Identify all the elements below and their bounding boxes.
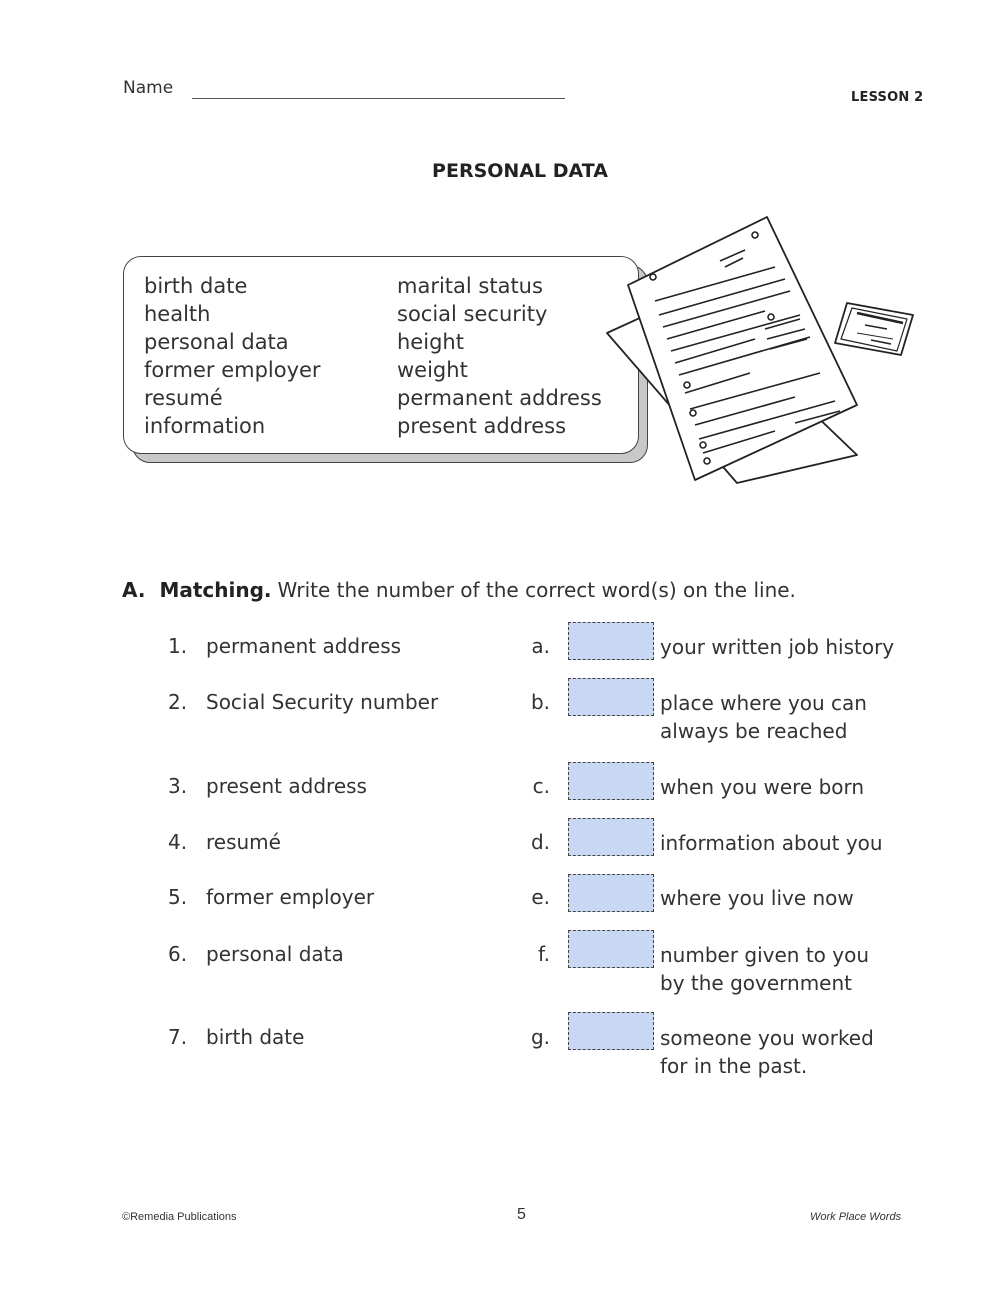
answer-box[interactable] <box>568 874 654 912</box>
name-input-line[interactable] <box>192 98 565 99</box>
term-text: Social Security number <box>206 690 439 714</box>
definition-line: information about you <box>660 831 883 855</box>
term-item <box>168 830 281 854</box>
term-text: permanent address <box>206 634 402 658</box>
definition-line: number given to you <box>660 943 870 967</box>
word-item: present address <box>397 414 567 438</box>
term-text: personal data <box>206 942 344 966</box>
word-item: social security <box>397 302 548 326</box>
word-item: resumé <box>144 386 223 410</box>
word-item: information <box>144 414 266 438</box>
term-item <box>168 942 344 966</box>
name-label: Name <box>123 78 174 98</box>
definition-letter: g. <box>530 1025 550 1049</box>
word-list-column-2 <box>397 272 602 440</box>
lesson-number: LESSON 2 <box>851 90 924 105</box>
term-number: 6. <box>168 942 188 966</box>
definition-letter: b. <box>530 690 550 714</box>
section-a-instruction <box>122 578 796 602</box>
word-item: height <box>397 330 464 354</box>
definition-line: where you live now <box>660 886 854 910</box>
term-text: former employer <box>206 885 375 909</box>
section-letter: A. <box>122 578 146 602</box>
answer-box[interactable] <box>568 762 654 800</box>
answer-box[interactable] <box>568 818 654 856</box>
social-security-card-icon <box>835 303 913 355</box>
term-number: 5. <box>168 885 188 909</box>
definition-text <box>660 773 864 801</box>
definition-text <box>660 829 883 857</box>
forms-illustration <box>595 205 925 495</box>
definition-text <box>660 689 867 745</box>
definition-text <box>660 1024 874 1080</box>
answer-box[interactable] <box>568 678 654 716</box>
answer-box[interactable] <box>568 1012 654 1050</box>
answer-box[interactable] <box>568 930 654 968</box>
definition-line: your written job history <box>660 635 895 659</box>
definition-text <box>660 884 854 912</box>
section-heading: Matching. <box>159 578 272 602</box>
word-item: weight <box>397 358 468 382</box>
term-number: 1. <box>168 634 188 658</box>
definition-line: for in the past. <box>660 1054 808 1078</box>
instruction-text: Write the number of the correct word(s) on the line. <box>277 578 796 602</box>
term-number: 3. <box>168 774 188 798</box>
footer-publisher: ©Remedia Publications <box>122 1211 237 1223</box>
answer-box[interactable] <box>568 622 654 660</box>
definition-letter: a. <box>531 634 550 658</box>
term-number: 7. <box>168 1025 188 1049</box>
definition-letter: c. <box>532 774 550 798</box>
term-text: present address <box>206 774 367 798</box>
term-number: 4. <box>168 830 188 854</box>
definition-letter: f. <box>538 942 550 966</box>
term-item <box>168 774 367 798</box>
word-item: birth date <box>144 274 248 298</box>
word-item: personal data <box>144 330 289 354</box>
term-item <box>168 1025 304 1049</box>
definition-line: when you were born <box>660 775 865 799</box>
word-item: health <box>144 302 211 326</box>
page-title: PERSONAL DATA <box>432 160 608 182</box>
footer-book-title: Work Place Words <box>810 1211 902 1223</box>
word-item: marital status <box>397 274 543 298</box>
term-text: resumé <box>206 830 281 854</box>
definition-line: someone you worked <box>660 1026 874 1050</box>
word-item: permanent address <box>397 386 602 410</box>
definition-line: by the government <box>660 971 852 995</box>
definition-text <box>660 941 869 997</box>
term-item <box>168 885 374 909</box>
term-item <box>168 690 438 714</box>
definition-letter: d. <box>530 830 550 854</box>
word-item: former employer <box>144 358 321 382</box>
term-number: 2. <box>168 690 188 714</box>
definition-letter: e. <box>531 885 550 909</box>
term-item <box>168 634 401 658</box>
definition-line: place where you can <box>660 691 867 715</box>
page-number: 5 <box>517 1206 526 1223</box>
term-text: birth date <box>206 1025 305 1049</box>
word-list-column-1 <box>144 272 321 440</box>
definition-line: always be reached <box>660 719 848 743</box>
definition-text <box>660 633 894 661</box>
